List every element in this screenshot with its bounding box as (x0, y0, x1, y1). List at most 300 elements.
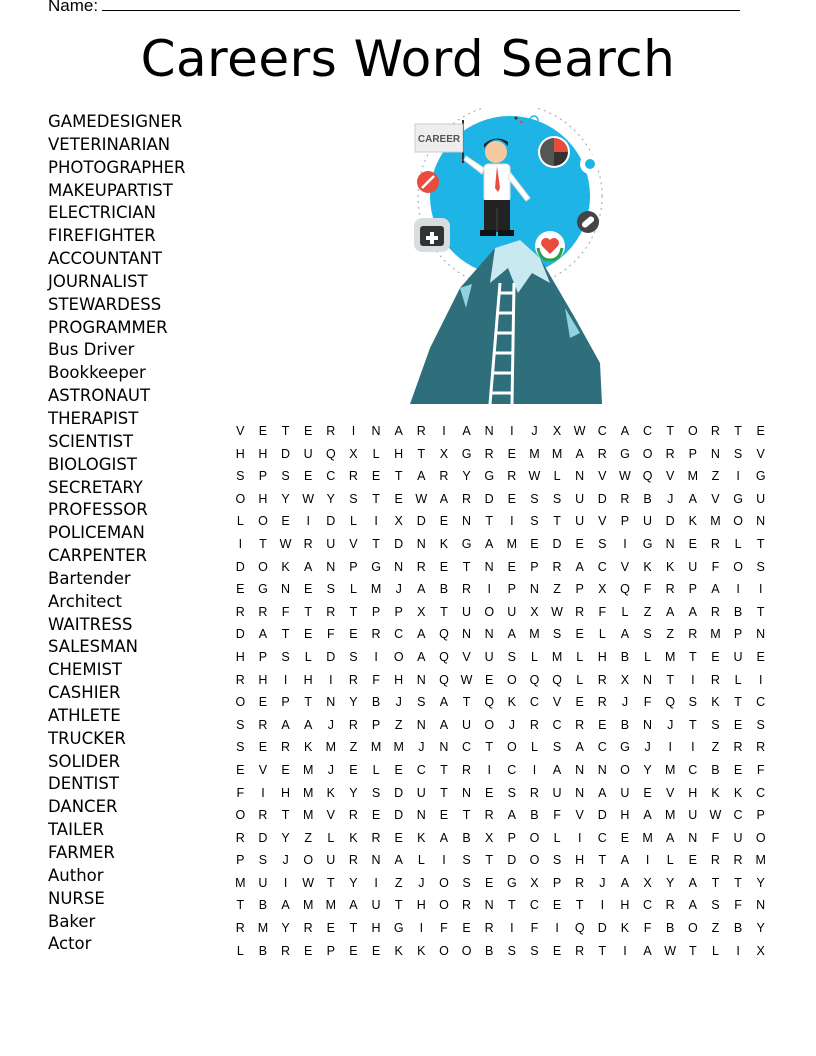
grid-letter: T (734, 695, 742, 710)
grid-letter: S (349, 491, 358, 506)
grid-row (229, 578, 772, 601)
grid-letter: L (553, 469, 561, 484)
grid-letter: I (510, 921, 514, 936)
grid-letter: S (552, 627, 562, 642)
grid-letter: D (665, 514, 675, 529)
grid-letter: R (710, 672, 720, 687)
word-list (48, 111, 186, 956)
grid-letter: X (439, 446, 449, 461)
grid-letter: O (258, 559, 268, 574)
grid-letter: C (733, 808, 743, 823)
grid-letter: N (439, 740, 449, 755)
grid-row (229, 420, 772, 443)
grid-letter: Y (349, 875, 358, 890)
grid-letter: N (484, 627, 494, 642)
grid-row (229, 443, 772, 466)
grid-letter: I (374, 514, 378, 529)
grid-letter: I (442, 853, 446, 868)
grid-letter: J (418, 875, 425, 890)
grid-letter: A (666, 604, 675, 619)
grid-letter: K (349, 830, 358, 845)
grid-letter: V (462, 649, 471, 664)
grid-letter: S (236, 717, 245, 732)
grid-letter: S (711, 717, 720, 732)
grid-letter: C (529, 898, 539, 913)
word-list-item: ASTRONAUT (48, 386, 151, 406)
grid-letter: U (416, 785, 426, 800)
grid-letter: A (417, 649, 426, 664)
grid-letter: R (348, 717, 358, 732)
grid-letter: O (642, 446, 653, 461)
grid-letter: K (326, 785, 335, 800)
grid-letter: A (688, 491, 697, 506)
grid-letter: P (530, 559, 539, 574)
grid-letter: H (235, 446, 245, 461)
grid-letter: S (507, 943, 516, 958)
grid-letter: Y (756, 921, 765, 936)
grid-letter: V (598, 514, 607, 529)
grid-letter: I (532, 762, 537, 777)
word-list-item: PROGRAMMER (48, 317, 168, 337)
grid-letter: V (236, 424, 245, 438)
grid-letter: K (507, 695, 516, 710)
grid-letter: T (462, 695, 471, 710)
grid-letter: T (394, 469, 403, 484)
grid-letter: S (756, 717, 765, 732)
grid-letter: C (756, 695, 766, 710)
grid-letter: I (261, 785, 265, 800)
grid-letter: U (507, 604, 517, 619)
grid-letter: N (462, 514, 472, 529)
grid-letter: M (755, 853, 766, 868)
grid-letter: K (417, 943, 426, 958)
grid-letter: V (326, 808, 335, 823)
grid-row (229, 691, 772, 714)
grid-letter: Z (643, 604, 652, 619)
grid-letter: I (600, 898, 605, 913)
grid-letter: B (439, 582, 449, 597)
grid-letter: M (393, 740, 404, 755)
grid-letter: E (258, 695, 268, 710)
grid-letter: U (733, 649, 743, 664)
word-list-item: SOLIDER (48, 751, 121, 771)
grid-letter: F (734, 898, 742, 913)
grid-letter: D (281, 446, 291, 461)
grid-letter: E (349, 762, 358, 777)
word-list-item: DENTIST (48, 774, 119, 794)
grid-letter: A (417, 627, 426, 642)
grid-letter: P (371, 717, 381, 732)
grid-letter: C (394, 627, 404, 642)
grid-letter: D (416, 514, 426, 529)
grid-letter: P (394, 604, 403, 619)
grid-letter: I (487, 582, 491, 597)
grid-letter: R (507, 469, 517, 484)
grid-letter: J (667, 717, 674, 732)
grid-letter: D (394, 808, 404, 823)
grid-letter: K (281, 559, 290, 574)
grid-letter: Y (281, 921, 290, 936)
grid-letter: F (372, 672, 380, 687)
grid-letter: I (306, 514, 310, 529)
grid-letter: M (642, 830, 653, 845)
grid-letter: P (688, 446, 697, 461)
grid-letter: J (599, 875, 606, 890)
grid-letter: S (643, 627, 652, 642)
page-title: Careers Word Search (140, 30, 676, 88)
grid-letter: H (688, 785, 698, 800)
grid-letter: R (733, 740, 743, 755)
grid-letter: A (666, 830, 675, 845)
grid-letter: J (621, 695, 629, 710)
grid-letter: T (326, 875, 335, 890)
grid-letter: C (507, 762, 517, 777)
grid-letter: E (394, 762, 403, 777)
grid-letter: H (258, 491, 268, 506)
grid-letter: O (733, 559, 743, 574)
grid-letter: U (756, 491, 766, 506)
grid-letter: R (439, 469, 449, 484)
grid-letter: O (733, 514, 743, 529)
grid-letter: S (371, 785, 381, 800)
grid-letter: F (236, 785, 245, 800)
grid-letter: R (303, 921, 313, 936)
grid-letter: G (393, 921, 404, 936)
grid-letter: A (417, 582, 426, 597)
grid-letter: S (552, 491, 562, 506)
word-list-item: MAKEUPARTIST (48, 180, 173, 200)
grid-letter: S (688, 695, 697, 710)
grid-letter: N (484, 898, 494, 913)
grid-letter: A (439, 695, 449, 710)
grid-letter: R (665, 446, 675, 461)
grid-letter: O (687, 424, 698, 438)
grid-letter: W (415, 491, 428, 506)
grid-letter: I (736, 582, 740, 597)
word-list-item: GAMEDESIGNER (48, 112, 183, 131)
grid-letter: U (575, 514, 585, 529)
grid-letter: T (711, 875, 720, 890)
grid-letter: P (349, 559, 358, 574)
grid-letter: M (302, 762, 314, 777)
grid-letter: R (529, 717, 539, 732)
word-list-item: DANCER (48, 797, 118, 817)
grid-letter: G (620, 740, 630, 755)
grid-letter: S (462, 875, 471, 890)
grid-letter: N (394, 559, 404, 574)
grid-letter: D (597, 491, 607, 506)
grid-letter: F (598, 604, 607, 619)
grid-letter: O (529, 853, 540, 868)
grid-letter: N (462, 627, 472, 642)
grid-letter: T (372, 491, 380, 506)
grid-letter: I (645, 853, 650, 868)
grid-letter: Y (643, 762, 652, 777)
grid-letter: H (597, 649, 607, 664)
grid-letter: I (736, 943, 740, 958)
grid-letter: V (349, 536, 358, 551)
grid-letter: S (552, 740, 562, 755)
grid-letter: T (462, 559, 471, 574)
grid-letter: K (394, 943, 403, 958)
grid-letter: S (281, 649, 290, 664)
grid-letter: A (575, 446, 584, 461)
grid-letter: E (326, 921, 335, 936)
grid-letter: T (553, 514, 561, 529)
grid-letter: P (371, 604, 381, 619)
grid-letter: E (733, 762, 743, 777)
grid-letter: W (709, 808, 722, 823)
name-underline (102, 0, 740, 11)
word-list-item: PROFESSOR (48, 500, 148, 520)
grid-letter: Q (439, 627, 449, 642)
word-list-item: SCIENTIST (48, 431, 134, 451)
grid-letter: D (326, 649, 336, 664)
grid-letter: G (461, 536, 472, 551)
grid-letter: R (348, 672, 358, 687)
grid-letter: D (597, 808, 607, 823)
grid-letter: R (710, 853, 720, 868)
grid-letter: I (351, 424, 356, 438)
grid-letter: O (461, 943, 472, 958)
grid-letter: R (348, 853, 358, 868)
grid-letter: E (688, 536, 697, 551)
grid-letter: R (710, 604, 720, 619)
grid-letter: R (597, 446, 607, 461)
grid-letter: W (302, 875, 315, 890)
grid-letter: F (326, 627, 335, 642)
grid-letter: D (326, 514, 336, 529)
grid-letter: U (326, 853, 336, 868)
grid-letter: A (688, 898, 697, 913)
grid-letter: G (258, 582, 268, 597)
word-list-item: POLICEMAN (48, 523, 145, 543)
grid-letter: S (462, 853, 471, 868)
grid-letter: R (258, 808, 268, 823)
grid-letter: Q (529, 672, 540, 687)
grid-letter: A (507, 808, 516, 823)
grid-letter: N (326, 559, 336, 574)
grid-letter: A (281, 717, 290, 732)
grid-letter: T (281, 627, 290, 642)
grid-letter: L (711, 943, 719, 958)
grid-letter: H (303, 672, 313, 687)
grid-letter: B (733, 921, 743, 936)
grid-letter: N (756, 627, 766, 642)
grid-letter: S (507, 649, 516, 664)
grid-letter: V (620, 559, 630, 574)
grid-letter: P (258, 469, 268, 484)
grid-letter: X (756, 943, 765, 958)
grid-letter: K (711, 785, 720, 800)
grid-letter: C (688, 762, 698, 777)
grid-letter: U (371, 898, 381, 913)
grid-letter: R (756, 740, 766, 755)
grid-letter: R (326, 424, 336, 438)
grid-letter: J (644, 740, 651, 755)
grid-letter: A (575, 740, 584, 755)
grid-letter: S (530, 943, 539, 958)
grid-letter: O (439, 943, 449, 958)
grid-letter: V (575, 808, 584, 823)
grid-letter: T (734, 424, 742, 438)
grid-letter: O (620, 762, 630, 777)
grid-letter: E (281, 762, 290, 777)
grid-row (229, 510, 772, 533)
grid-letter: E (575, 536, 584, 551)
grid-letter: X (485, 830, 494, 845)
grid-letter: R (235, 672, 245, 687)
word-list-item: SALESMAN (48, 637, 139, 657)
grid-letter: H (575, 853, 585, 868)
dot-icon (520, 121, 523, 124)
grid-letter: J (418, 740, 425, 755)
grid-letter: K (643, 559, 652, 574)
grid-letter: S (598, 536, 607, 551)
grid-letter: I (238, 536, 243, 551)
grid-letter: R (710, 536, 720, 551)
grid-letter: A (620, 424, 630, 438)
grid-letter: H (394, 446, 404, 461)
grid-letter: E (304, 627, 313, 642)
grid-letter: G (642, 536, 653, 551)
grid-letter: L (553, 830, 561, 845)
grid-letter: Q (642, 469, 653, 484)
grid-letter: K (733, 785, 743, 800)
grid-letter: N (665, 536, 675, 551)
grid-letter: A (620, 627, 630, 642)
grid-letter: N (529, 582, 539, 597)
word-list-item: SECRETARY (48, 477, 143, 497)
grid-letter: A (258, 627, 268, 642)
grid-letter: J (395, 695, 402, 710)
grid-letter: T (688, 649, 697, 664)
grid-letter: T (485, 514, 493, 529)
grid-letter: N (416, 536, 426, 551)
grid-letter: U (733, 830, 743, 845)
grid-letter: T (688, 717, 697, 732)
grid-letter: B (666, 921, 675, 936)
grid-letter: B (485, 943, 494, 958)
grid-letter: C (597, 830, 607, 845)
grid-letter: V (711, 491, 720, 506)
grid-letter: F (711, 830, 720, 845)
grid-letter: X (349, 446, 358, 461)
grid-letter: I (510, 424, 514, 438)
grid-letter: D (507, 853, 517, 868)
grid-letter: L (236, 943, 244, 958)
grid-letter: B (733, 604, 743, 619)
grid-row (229, 917, 772, 940)
grid-letter: B (620, 649, 630, 664)
dot-icon (515, 117, 518, 120)
grid-letter: J (508, 717, 515, 732)
grid-letter: R (733, 853, 743, 868)
grid-letter: S (349, 649, 358, 664)
grid-letter: I (283, 672, 288, 687)
grid-letter: T (304, 695, 312, 710)
grid-letter: C (597, 740, 607, 755)
grid-letter: Z (711, 740, 720, 755)
grid-letter: K (666, 559, 675, 574)
grid-letter: Y (326, 491, 335, 506)
grid-letter: K (711, 695, 720, 710)
grid-letter: R (484, 446, 494, 461)
grid-letter: N (371, 424, 381, 438)
grid-letter: X (552, 424, 562, 438)
grid-letter: L (530, 649, 538, 664)
grid-letter: S (417, 695, 426, 710)
grid-letter: F (711, 559, 720, 574)
grid-letter: L (349, 514, 357, 529)
grid-letter: R (462, 582, 472, 597)
grid-letter: D (235, 627, 245, 642)
grid-letter: V (666, 469, 675, 484)
grid-letter: I (577, 830, 582, 845)
grid-letter: E (258, 740, 268, 755)
grid-letter: A (417, 469, 426, 484)
grid-letter: E (733, 717, 743, 732)
grid-letter: H (394, 672, 404, 687)
grid-letter: W (664, 943, 677, 958)
grid-letter: N (416, 717, 426, 732)
grid-letter: A (620, 853, 630, 868)
grid-letter: G (755, 469, 766, 484)
word-list-item: Bartender (48, 568, 131, 588)
grid-letter: E (304, 424, 313, 438)
grid-row (229, 849, 772, 872)
grid-letter: J (395, 582, 402, 597)
grid-letter: V (258, 762, 268, 777)
grid-letter: L (530, 740, 538, 755)
grid-letter: S (236, 469, 245, 484)
grid-letter: S (236, 740, 245, 755)
grid-letter: G (733, 491, 743, 506)
grid-letter: N (643, 717, 653, 732)
grid-letter: M (551, 446, 563, 461)
grid-letter: S (258, 853, 268, 868)
grid-letter: U (688, 559, 698, 574)
grid-letter: O (235, 491, 246, 506)
word-list-item: FARMER (48, 843, 115, 862)
grid-row (229, 465, 772, 488)
grid-letter: R (235, 830, 245, 845)
grid-letter: E (711, 649, 720, 664)
grid-letter: H (620, 898, 630, 913)
grid-letter: H (620, 808, 630, 823)
grid-letter: G (484, 469, 495, 484)
grid-letter: S (530, 491, 539, 506)
grid-letter: P (326, 943, 335, 958)
word-list-item: CARPENTER (48, 546, 147, 566)
grid-letter: E (439, 514, 449, 529)
grid-letter: E (462, 921, 471, 936)
grid-letter: B (711, 762, 720, 777)
grid-letter: O (235, 695, 246, 710)
grid-letter: T (417, 446, 426, 461)
grid-letter: W (551, 604, 563, 619)
grid-letter: R (665, 582, 675, 597)
grid-letter: E (620, 830, 630, 845)
grid-letter: E (371, 808, 381, 823)
grid-letter: Q (439, 649, 449, 664)
grid-letter: Q (574, 921, 585, 936)
grid-letter: P (552, 875, 562, 890)
grid-letter: M (551, 649, 563, 664)
grid-letter: P (258, 649, 268, 664)
word-list-item: JOURNALIST (48, 271, 148, 291)
grid-letter: S (326, 582, 335, 597)
